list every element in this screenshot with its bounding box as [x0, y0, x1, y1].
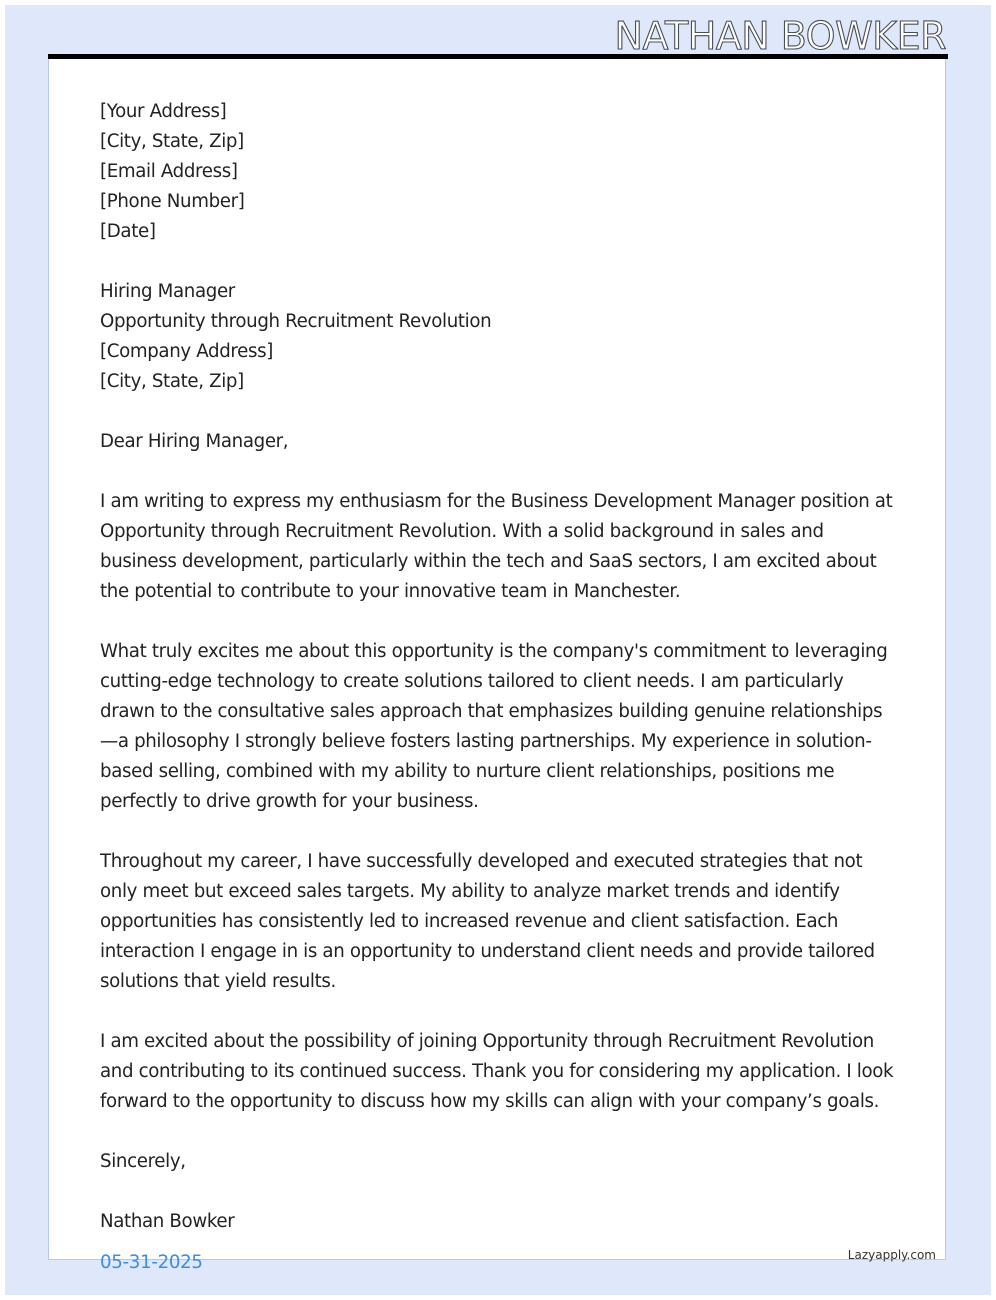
cover-letter-body: [100, 97, 900, 1237]
spacer: [100, 397, 900, 427]
body-paragraph-1: I am writing to express my enthusiasm for the Business Development Manager position at Opportunity through Recruitment Revolution. With a solid background in sales and business development, particularly within the tech and SaaS sectors, I am excited about the potential to contribute to your innovative team in Manchester.: [100, 491, 893, 602]
sender-phone: [Phone Number]: [100, 191, 245, 212]
body-paragraph-4: I am excited about the possibility of joining Opportunity through Recruitment Revolution and contributing to its continued success. Thank you for considering my application. I look forward to the opportunity to discuss how my skills can align with your company’s goals.: [100, 1031, 894, 1112]
applicant-name-heading: NATHAN BOWKER: [614, 14, 946, 58]
spacer: [100, 1117, 900, 1147]
spacer: [100, 247, 900, 277]
letter-date-placeholder: [Date]: [100, 221, 156, 242]
spacer: [100, 817, 900, 847]
sender-address: [Your Address]: [100, 101, 227, 122]
brand-watermark: Lazyapply.com: [847, 1248, 936, 1262]
salutation: Dear Hiring Manager,: [100, 431, 289, 452]
recipient-title: Hiring Manager: [100, 281, 235, 302]
signature-name: Nathan Bowker: [100, 1211, 235, 1232]
sender-city-state-zip: [City, State, Zip]: [100, 131, 244, 152]
spacer: [100, 607, 900, 637]
body-paragraph-3: Throughout my career, I have successfully developed and executed strategies that not only meet but exceed sales targets. My ability to analyze market trends and identify opportunities has consistently led to increased revenue and client satisfaction. Each interaction I engage in is an opportunity to understand client needs and provide tailored solutions that yield results.: [100, 851, 875, 992]
recipient-city-state-zip: [City, State, Zip]: [100, 371, 244, 392]
footer-date: 05-31-2025: [100, 1252, 203, 1273]
recipient-company: Opportunity through Recruitment Revolution: [100, 311, 492, 332]
spacer: [100, 457, 900, 487]
spacer: [100, 997, 900, 1027]
sender-email: [Email Address]: [100, 161, 238, 182]
body-paragraph-2: What truly excites me about this opportunity is the company's commitment to leveraging cutting-edge technology to create solutions tailored to client needs. I am particularly drawn to the consultative sales approach that emphasizes building genuine relationships—a philosophy I strongly believe fosters lasting partnerships. My experience in solution-based selling, combined with my ability to nurture client relationships, positions me perfectly to drive growth for your business.: [100, 641, 888, 812]
recipient-address: [Company Address]: [100, 341, 273, 362]
spacer: [100, 1177, 900, 1207]
sign-off: Sincerely,: [100, 1151, 186, 1172]
